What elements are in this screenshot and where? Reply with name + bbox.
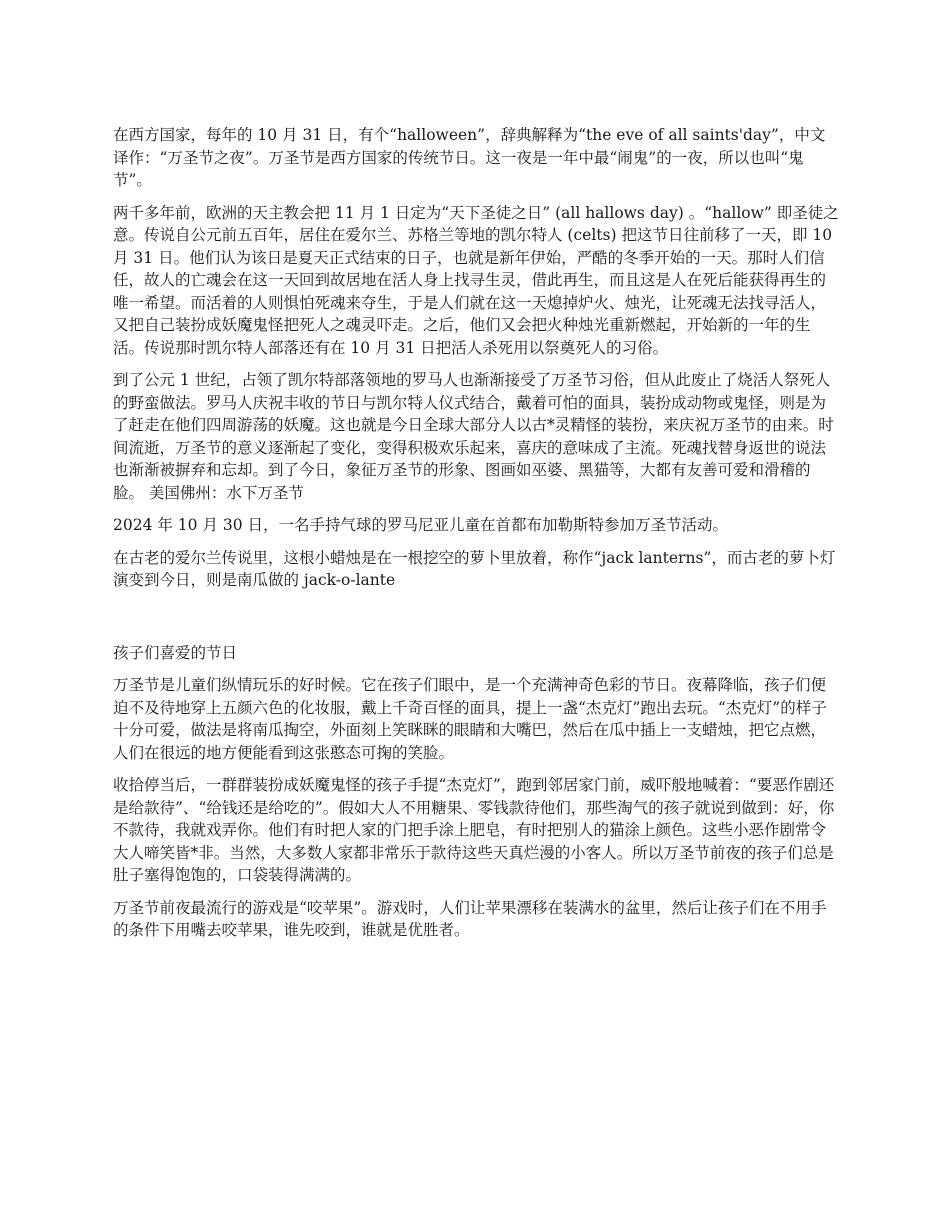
section-heading: 孩子们喜爱的节日 — [113, 643, 238, 662]
lantern-paragraph: 在古老的爱尔兰传说里，这根小蜡烛是在一根挖空的萝卜里放着，称作“jack lanterns”，而古老的萝卜灯演变到今日，则是南瓜做的 jack-o-lante — [113, 548, 836, 589]
intro-paragraph: 在西方国家，每年的 10 月 31 日，有个“halloween”，辞典解释为“the eve of all saints'day”，中文译作：“万圣节之夜”。万圣节是西方国家的传统节日。这一夜是一年中最“闹鬼”的一夜，所以也叫“鬼节”。 — [113, 126, 826, 189]
section-spacer — [113, 602, 839, 642]
children-paragraph: 万圣节是儿童们纵情玩乐的好时候。它在孩子们眼中，是一个充满神奇色彩的节日。夜幕降临，孩子们便迫不及待地穿上五颜六色的化妆服，戴上千奇百怪的面具，提上一盏“杰克灯”跑出去玩。“杰克灯”的样子十分可爱，做法是将南瓜掏空，外面刻上笑眯眯的眼睛和大嘴巴，然后在瓜中插上一支蜡烛，把它点燃，人们在很远的地方便能看到这张憨态可掬的笑脸。 — [113, 676, 827, 762]
trick-or-treat-paragraph: 收拾停当后，一群群装扮成妖魔鬼怪的孩子手提“杰克灯”，跑到邻居家门前，威吓般地喊着：“要恶作剧还是给款待”、“给钱还是给吃的”。假如大人不用糖果、零钱款待他们，那些淘气的孩子就说到做到：好，你不款待，我就戏弄你。他们有时把人家的门把手涂上肥皂，有时把别人的猫涂上颜色。这些小恶作剧常令大人啼笑皆*非。当然，大多数人家都非常乐于款待这些天真烂漫的小客人。所以万圣节前夜的孩子们总是肚子塞得饱饱的，口袋装得满满的。 — [113, 776, 835, 884]
bobbing-apples-paragraph: 万圣节前夜最流行的游戏是“咬苹果”。游戏时，人们让苹果漂移在装满水的盆里，然后让孩子们在不用手的条件下用嘴去咬苹果，谁先咬到，谁就是优胜者。 — [113, 898, 827, 939]
roman-paragraph: 到了公元 1 世纪，占领了凯尔特部落领地的罗马人也渐渐接受了万圣节习俗，但从此废止了烧活人祭死人的野蛮做法。罗马人庆祝丰收的节日与凯尔特人仪式结合，戴着可怕的面具，装扮成动物或鬼怪，则是为了赶走在他们四周游荡的妖魔。这也就是今日全球大部分人以古*灵精怪的装扮，来庆祝万圣节的由来。时间流逝，万圣节的意义逐渐起了变化，变得积极欢乐起来，喜庆的意味成了主流。死魂找替身返世的说法也渐渐被摒弃和忘却。到了今日，象征万圣节的形象、图画如巫婆、黑猫等，大都有友善可爱和滑稽的脸。 美国佛州：水下万圣节 — [113, 371, 834, 502]
history-paragraph: 两千多年前，欧洲的天主教会把 11 月 1 日定为“天下圣徒之日” (all hallows day) 。“hallow” 即圣徒之意。传说自公元前五百年，居住在爱尔兰、苏格兰等地的凯尔特人 (celts) 把这节日往前移了一天，即 10 月 31 日。他们认为该日是夏天正式结束的日子，也就是新年伊始，严酷的冬季开始的一天。那时人们信任，故人的亡魂会在这一天回到故居地在活人身上找寻生灵，借此再生，而且这是人在死后能获得再生的唯一希望。而活着的人则惧怕死魂来夺生，于是人们就在这一天熄掉炉火、烛光，让死魂无法找寻活人，又把自己装扮成妖魔鬼怪把死人之魂灵吓走。之后，他们又会把火种烛光重新燃起，开始新的一年的生活。传说那时凯尔特人部落还有在 10 月 31 日把活人杀死用以祭奠死人的习俗。 — [113, 203, 839, 357]
news-paragraph: 2024 年 10 月 30 日，一名手持气球的罗马尼亚儿童在首都布加勒斯特参加万圣节活动。 — [113, 516, 729, 534]
document-page — [113, 124, 839, 952]
